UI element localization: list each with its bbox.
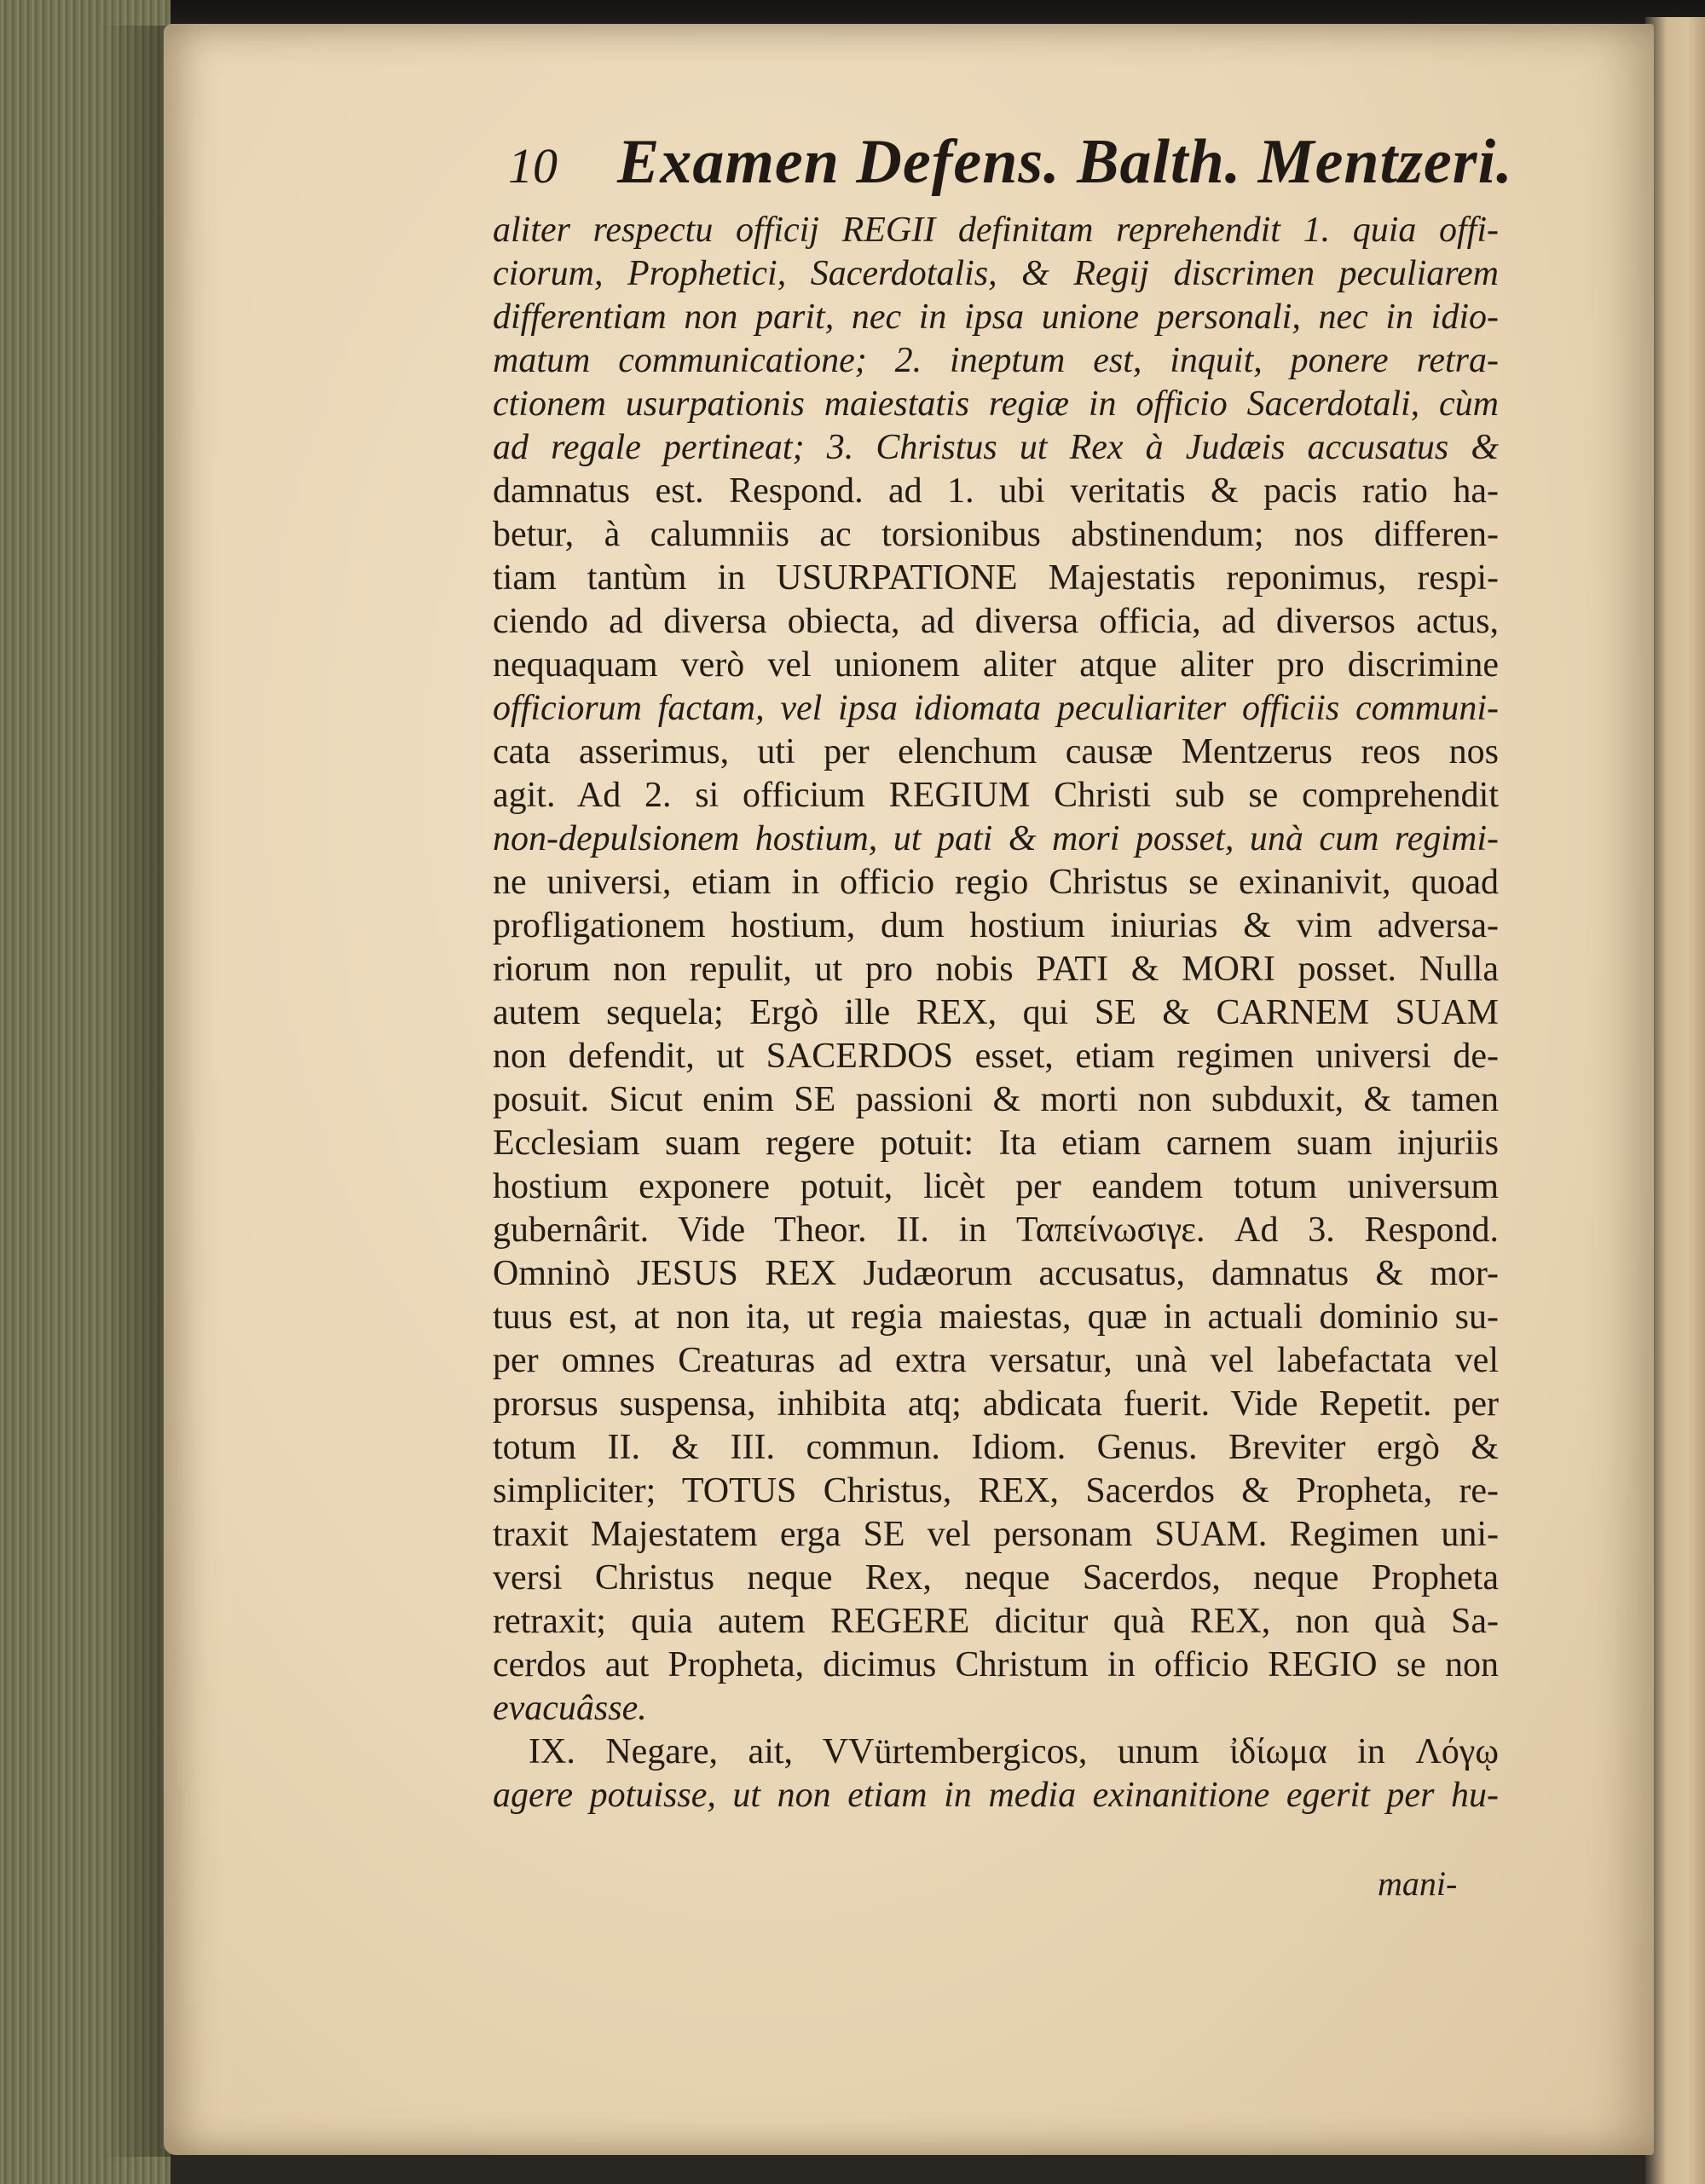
- text-line: damnatus est. Respond. ad 1. ubi veritatis & pacis ratio ha-: [493, 471, 1499, 511]
- text-line: cata asserimus, uti per elenchum causæ Mentzerus reos nos: [493, 732, 1499, 771]
- text-line: non-depulsionem hostium, ut pati & mori posset, unà cum regimi-: [493, 819, 1499, 858]
- text-line: hostium exponere potuit, licèt per eandem totum universum: [493, 1167, 1499, 1206]
- text-line: aliter respectu officij REGII definitam reprehendit 1. quia offi-: [493, 211, 1499, 250]
- text-line: nequaquam verò vel unionem aliter atque aliter pro discrimine: [493, 645, 1499, 685]
- text-line: betur, à calumniis ac torsionibus abstinendum; nos differen-: [493, 515, 1499, 554]
- text-line: cerdos aut Propheta, dicimus Christum in officio REGIO se non: [493, 1645, 1499, 1684]
- body-text: [493, 209, 1499, 1817]
- text-line: prorsus suspensa, inhibita atq; abdicata fuerit. Vide Repetit. per: [493, 1384, 1499, 1424]
- text-line: posuit. Sicut enim SE passioni & morti non subduxit, & tamen: [493, 1080, 1499, 1119]
- catchword: mani-: [1378, 1864, 1458, 1903]
- running-head: [508, 126, 1513, 203]
- text-line: profligationem hostium, dum hostium iniurias & vim adversa-: [493, 906, 1499, 945]
- text-line: agit. Ad 2. si officium REGIUM Christi sub se comprehendit: [493, 776, 1499, 815]
- text-line: totum II. & III. commun. Idiom. Genus. Breviter ergò &: [493, 1428, 1499, 1467]
- text-line: ne universi, etiam in officio regio Christus se exinanivit, quoad: [493, 863, 1499, 902]
- text-line: ad regale pertineat; 3. Christus ut Rex à Judæis accusatus &: [493, 428, 1499, 467]
- text-line: differentiam non parit, nec in ipsa unione personali, nec in idio-: [493, 298, 1499, 337]
- text-line: matum communicatione; 2. ineptum est, inquit, ponere retra-: [493, 341, 1499, 380]
- text-line: non defendit, ut SACERDOS esset, etiam regimen universi de-: [493, 1037, 1499, 1076]
- running-head-title: Examen Defens. Balth. Mentzeri.: [617, 127, 1513, 197]
- text-line: agere potuisse, ut non etiam in media exinanitione egerit per hu-: [493, 1776, 1499, 1815]
- text-line: gubernârit. Vide Theor. II. in Ταπείνωσιγε. Ad 3. Respond.: [493, 1210, 1499, 1250]
- text-line: tiam tantùm in USURPATIONE Majestatis reponimus, respi-: [493, 558, 1499, 598]
- text-line: ctionem usurpationis maiestatis regiæ in officio Sacerdotali, cùm: [493, 384, 1499, 424]
- text-line: IX. Negare, ait, VVürtembergicos, unum ἰδίωμα in Λόγῳ: [529, 1732, 1499, 1771]
- text-line: simpliciter; TOTUS Christus, REX, Sacerdos & Propheta, re-: [493, 1471, 1499, 1511]
- text-line: Omninò JESUS REX Judæorum accusatus, damnatus & mor-: [493, 1254, 1499, 1293]
- text-line: traxit Majestatem erga SE vel personam SUAM. Regimen uni-: [493, 1515, 1499, 1554]
- text-line: ciorum, Prophetici, Sacerdotalis, & Regij discrimen peculiarem: [493, 254, 1499, 293]
- text-line: tuus est, at non ita, ut regia maiestas, quæ in actuali dominio su-: [493, 1297, 1499, 1337]
- text-line: Ecclesiam suam regere potuit: Ita etiam carnem suam injuriis: [493, 1124, 1499, 1163]
- text-line: autem sequela; Ergò ille REX, qui SE & CARNEM SUAM: [493, 993, 1499, 1032]
- text-line: versi Christus neque Rex, neque Sacerdos, neque Propheta: [493, 1558, 1499, 1598]
- text-line: retraxit; quia autem REGERE dicitur quà REX, non quà Sa-: [493, 1602, 1499, 1641]
- text-line: officiorum factam, vel ipsa idiomata peculiariter officiis communi-: [493, 689, 1499, 728]
- text-line: per omnes Creaturas ad extra versatur, unà vel labefactata vel: [493, 1341, 1499, 1380]
- page-number: 10: [508, 138, 558, 194]
- facing-page-edge: [1645, 17, 1705, 2184]
- text-line: evacuâsse.: [493, 1689, 647, 1728]
- text-line: ciendo ad diversa obiecta, ad diversa officia, ad diversos actus,: [493, 602, 1499, 641]
- text-line: riorum non repulit, ut pro nobis PATI & MORI posset. Nulla: [493, 950, 1499, 989]
